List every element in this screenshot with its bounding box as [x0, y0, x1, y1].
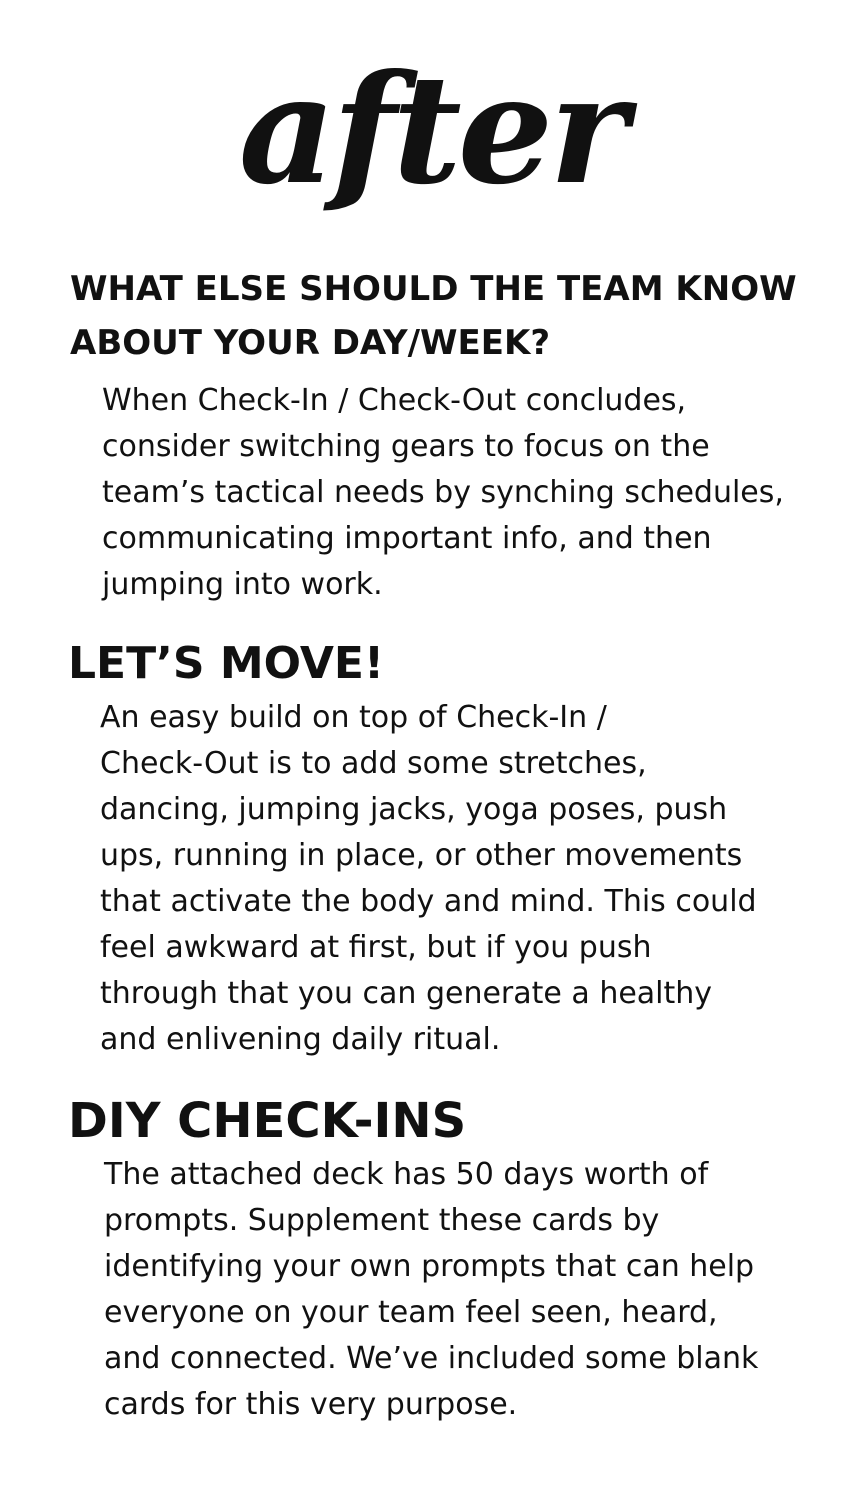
body-line: consider switching gears to focus on the	[102, 429, 710, 464]
body-line: The attached deck has 50 days worth of	[104, 1157, 709, 1192]
body-line: that activate the body and mind. This could	[100, 884, 757, 919]
body-line: dancing, jumping jacks, yoga poses, push	[100, 792, 728, 827]
section-body-diy-check-ins	[104, 1152, 844, 1428]
body-line: prompts. Supplement these cards by	[104, 1203, 660, 1238]
body-line: team’s tactical needs by synching schedules,	[102, 475, 784, 510]
section-heading-diy-check-ins	[68, 1090, 466, 1152]
section-body-lets-move	[100, 695, 840, 1063]
body-line: An easy build on top of Check-In /	[100, 700, 607, 735]
body-line: ups, running in place, or other movements	[100, 838, 743, 873]
body-line: jumping into work.	[102, 567, 383, 602]
body-line: communicating important info, and then	[102, 521, 712, 556]
section-heading-team-know	[70, 262, 797, 370]
body-line: and enlivening daily ritual.	[100, 1022, 501, 1057]
body-line: and connected. We’ve included some blank	[104, 1341, 759, 1376]
page-title: after	[238, 42, 625, 218]
body-line: identifying your own prompts that can help	[104, 1249, 755, 1284]
heading-line: WHAT ELSE SHOULD THE TEAM KNOW	[70, 269, 797, 309]
heading-line: LET’S MOVE!	[68, 638, 385, 689]
body-line: through that you can generate a healthy	[100, 976, 713, 1011]
heading-line: ABOUT YOUR DAY/WEEK?	[70, 323, 551, 363]
heading-line: DIY CHECK-INS	[68, 1093, 467, 1149]
body-line: cards for this very purpose.	[104, 1387, 518, 1422]
body-line: When Check-In / Check-Out concludes,	[102, 383, 687, 418]
body-line: everyone on your team feel seen, heard,	[104, 1295, 718, 1330]
body-line: Check-Out is to add some stretches,	[100, 746, 647, 781]
body-line: feel awkward at first, but if you push	[100, 930, 652, 965]
section-body-team-know	[102, 378, 842, 608]
section-heading-lets-move	[68, 634, 384, 694]
